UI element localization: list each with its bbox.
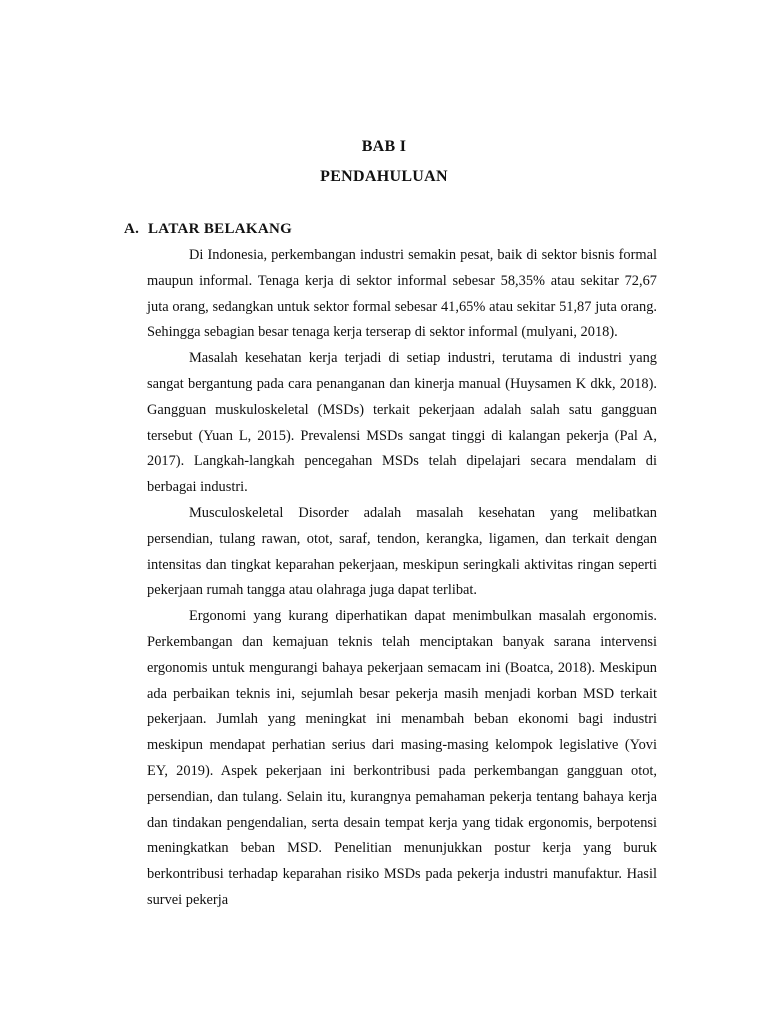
- section-title: LATAR BELAKANG: [148, 221, 293, 237]
- paragraph: Masalah kesehatan kerja terjadi di setiap industri, terutama di industri yang sangat bergantung pada cara penanganan dan kinerja manual (Huysamen K dkk, 2018). Gangguan muskuloskeletal (MSDs) terkait pekerjaan adalah salah satu gangguan tersebut (Yuan L, 2015). Prevalensi MSDs sangat tinggi di kalangan pekerja (Pal A, 2017). Langkah-langkah pencegahan MSDs telah dipelajari secara mendalam di berbagai industri.: [147, 350, 657, 496]
- section-heading: [124, 221, 292, 238]
- paragraph: Ergonomi yang kurang diperhatikan dapat menimbulkan masalah ergonomis. Perkembangan dan kemajuan teknis telah menciptakan banyak sarana intervensi ergonomis untuk mengurangi bahaya pekerjaan semacam ini (Boatca, 2018). Meskipun ada perbaikan teknis ini, sejumlah besar pekerja masih menjadi korban MSD terkait pekerjaan. Jumlah yang meningkat ini menambah beban ekonomi bagi industri meskipun mendapat perhatian serius dari masing-masing kelompok legislative (Yovi EY, 2019). Aspek pekerjaan ini berkontribusi pada perkembangan gangguan otot, persendian, dan tulang. Selain itu, kurangnya pemahaman pekerja tentang bahaya kerja dan tindakan pengendalian, serta desain tempat kerja yang tidak ergonomis, berpotensi meningkatkan beban MSD. Penelitian menunjukkan postur kerja yang buruk berkontribusi terhadap keparahan risiko MSDs pada pekerja industri manufaktur. Hasil survei pekerja: [147, 608, 657, 908]
- paragraph: Musculoskeletal Disorder adalah masalah kesehatan yang melibatkan persendian, tulang rawan, otot, saraf, tendon, kerangka, ligamen, dan terkait dengan intensitas dan tingkat keparahan pekerjaan, meskipun seringkali aktivitas ringan seperti pekerjaan rumah tangga atau olahraga juga dapat terlibat.: [147, 504, 657, 599]
- chapter-label: BAB I: [361, 138, 407, 155]
- paragraph: Di Indonesia, perkembangan industri semakin pesat, baik di sektor bisnis formal maupun informal. Tenaga kerja di sektor informal sebesar 58,35% atau sekitar 72,67 juta orang, sedangkan untuk sektor formal sebesar 41,65% atau sekitar 51,87 juta orang. Sehingga sebagian besar tenaga kerja terserap di sektor informal (mulyani, 2018).: [147, 247, 657, 341]
- section-letter: A.: [124, 221, 140, 237]
- chapter-title: PENDAHULUAN: [320, 168, 448, 185]
- body-text: [147, 243, 657, 914]
